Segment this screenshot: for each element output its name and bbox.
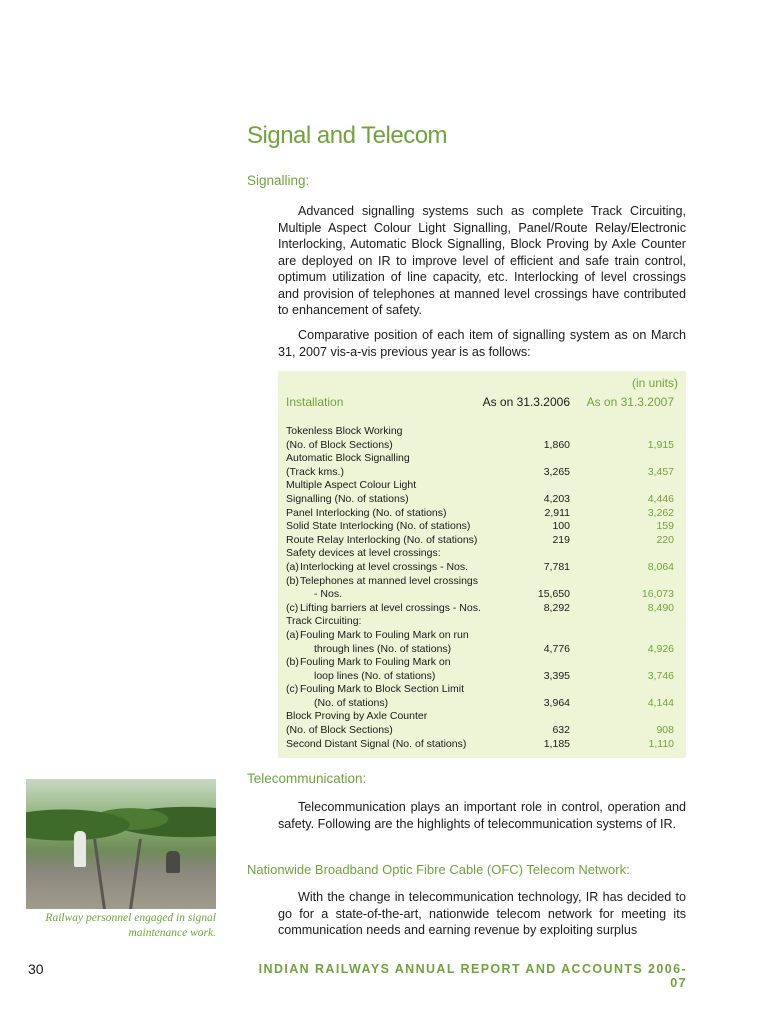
table-row	[278, 724, 686, 738]
row-value-2006: 1,185	[543, 737, 570, 750]
row-value-2007: 3,746	[647, 669, 674, 682]
row-value-2006: 15,650	[537, 588, 570, 601]
row-value-2007: 4,926	[647, 642, 674, 655]
table-row	[278, 425, 686, 439]
signalling-table	[278, 371, 686, 758]
row-marker: (a)	[286, 628, 299, 641]
table-row	[278, 479, 686, 493]
signalling-paragraph-1	[278, 203, 686, 319]
row-value-2007: 8,490	[647, 601, 674, 614]
signalling-paragraph-2	[278, 327, 686, 360]
row-label: Signalling (No. of stations)	[286, 492, 409, 505]
row-value-2006: 632	[552, 724, 570, 737]
row-label: Second Distant Signal (No. of stations)	[286, 737, 467, 750]
row-value-2006: 100	[552, 520, 570, 533]
table-row	[278, 656, 686, 670]
table-row	[278, 615, 686, 629]
table-row	[278, 683, 686, 697]
table-row	[278, 710, 686, 724]
table-row	[278, 534, 686, 548]
row-label: (Track kms.)	[286, 465, 344, 478]
row-value-2007: 908	[656, 724, 674, 737]
table-row	[278, 493, 686, 507]
row-label: - Nos.	[314, 588, 343, 601]
ofc-paragraph	[278, 889, 686, 939]
row-value-2007: 1,915	[647, 438, 674, 451]
row-value-2006: 2,911	[544, 506, 570, 519]
row-label: Multiple Aspect Colour Light	[286, 479, 417, 492]
row-marker: (b)	[286, 656, 299, 669]
row-label: Interlocking at level crossings - Nos.	[300, 560, 469, 573]
row-value-2006: 4,776	[543, 642, 570, 655]
row-value-2007: 8,064	[647, 560, 674, 573]
table-row	[278, 507, 686, 521]
row-marker: (c)	[286, 683, 299, 696]
row-value-2006: 219	[552, 533, 570, 546]
column-header-2006: As on 31.3.2006	[482, 395, 570, 409]
row-label: Fouling Mark to Block Section Limit	[300, 683, 464, 696]
signalling-paragraph-2-text: Comparative position of each item of signalling system as on March 31, 2007 vis-a-vis previous year is as follows:	[278, 328, 686, 359]
row-label: (No. of Block Sections)	[286, 438, 393, 451]
table-row	[278, 439, 686, 453]
table-row	[278, 561, 686, 575]
table-row	[278, 629, 686, 643]
row-label: Route Relay Interlocking (No. of stations)	[286, 533, 478, 546]
table-body	[278, 425, 686, 751]
table-row	[278, 670, 686, 684]
row-value-2006: 4,203	[543, 492, 570, 505]
row-value-2006: 1,860	[543, 438, 570, 451]
row-label: Safety devices at level crossings:	[286, 547, 441, 560]
row-label: loop lines (No. of stations)	[314, 669, 436, 682]
row-label: Track Circuiting:	[286, 615, 362, 628]
signalling-paragraph-1-text: Advanced signalling systems such as complete Track Circuiting, Multiple Aspect Colour Light Signalling, Panel/Route Relay/Electronic Interlocking, Automatic Block Signalling, Block Proving by Axle Counter are deployed on IR to improve level of efficient and safe train control, optimum utilization of line capacity, etc. Interlocking of level crossings and provision of telephones at manned level crossings have contributed to enhancement of safety.	[278, 204, 686, 317]
row-value-2007: 159	[656, 520, 674, 533]
ofc-paragraph-text: With the change in telecommunication technology, IR has decided to go for a state-of-the-art, nationwide telecom network for meeting its communication needs and earning revenue by exploiting surplus	[278, 890, 686, 937]
telecom-paragraph-text: Telecommunication plays an important role in control, operation and safety. Following are the highlights of telecommunication systems of IR.	[278, 800, 686, 831]
table-row	[278, 602, 686, 616]
row-value-2006: 3,265	[543, 465, 570, 478]
footer-title: INDIAN RAILWAYS ANNUAL REPORT AND ACCOUNTS 2006-07	[258, 962, 687, 990]
row-marker: (a)	[286, 560, 299, 573]
row-label: Automatic Block Signalling	[286, 452, 410, 465]
table-row	[278, 547, 686, 561]
table-row	[278, 643, 686, 657]
railway-maintenance-photo	[26, 779, 216, 909]
column-header-installation: Installation	[286, 395, 344, 409]
row-label: Fouling Mark to Fouling Mark on	[300, 656, 451, 669]
table-row	[278, 520, 686, 534]
row-marker: (b)	[286, 574, 299, 587]
telecom-paragraph	[278, 799, 686, 832]
row-marker: (c)	[286, 601, 299, 614]
row-label: Telephones at manned level crossings	[300, 574, 479, 587]
column-header-2007: As on 31.3.2007	[586, 395, 674, 409]
row-label: Lifting barriers at level crossings - Nos.	[300, 601, 481, 614]
row-label: Panel Interlocking (No. of stations)	[286, 506, 447, 519]
row-label: through lines (No. of stations)	[314, 642, 452, 655]
row-label: (No. of stations)	[314, 696, 389, 709]
row-value-2007: 220	[656, 533, 674, 546]
table-row	[278, 738, 686, 752]
row-label: Block Proving by Axle Counter	[286, 710, 428, 723]
table-row	[278, 466, 686, 480]
table-row	[278, 575, 686, 589]
row-label: Solid State Interlocking (No. of stations)	[286, 520, 471, 533]
row-value-2006: 3,395	[543, 669, 570, 682]
table-units: (in units)	[631, 376, 678, 390]
row-value-2006: 8,292	[543, 601, 570, 614]
row-value-2007: 1,110	[648, 737, 674, 750]
section-heading-telecommunication: Telecommunication:	[247, 771, 367, 786]
table-row	[278, 697, 686, 711]
row-value-2006: 7,781	[543, 560, 570, 573]
row-value-2007: 4,144	[647, 696, 674, 709]
page-number: 30	[28, 961, 44, 977]
row-label: (No. of Block Sections)	[286, 724, 393, 737]
row-value-2007: 3,457	[647, 465, 674, 478]
photo-caption: Railway personnel engaged in signal maintenance work.	[45, 912, 216, 939]
table-row	[278, 452, 686, 466]
row-label: Tokenless Block Working	[286, 425, 403, 437]
row-value-2007: 4,446	[647, 492, 674, 505]
row-value-2007: 16,073	[641, 588, 674, 601]
section-heading-signalling: Signalling:	[247, 173, 310, 188]
row-value-2006: 3,964	[543, 696, 570, 709]
table-row	[278, 588, 686, 602]
section-heading-ofc: Nationwide Broadband Optic Fibre Cable (OFC) Telecom Network:	[247, 862, 630, 877]
row-value-2007: 3,262	[647, 506, 674, 519]
page-title: Signal and Telecom	[247, 122, 448, 149]
row-label: Fouling Mark to Fouling Mark on run	[300, 628, 469, 641]
